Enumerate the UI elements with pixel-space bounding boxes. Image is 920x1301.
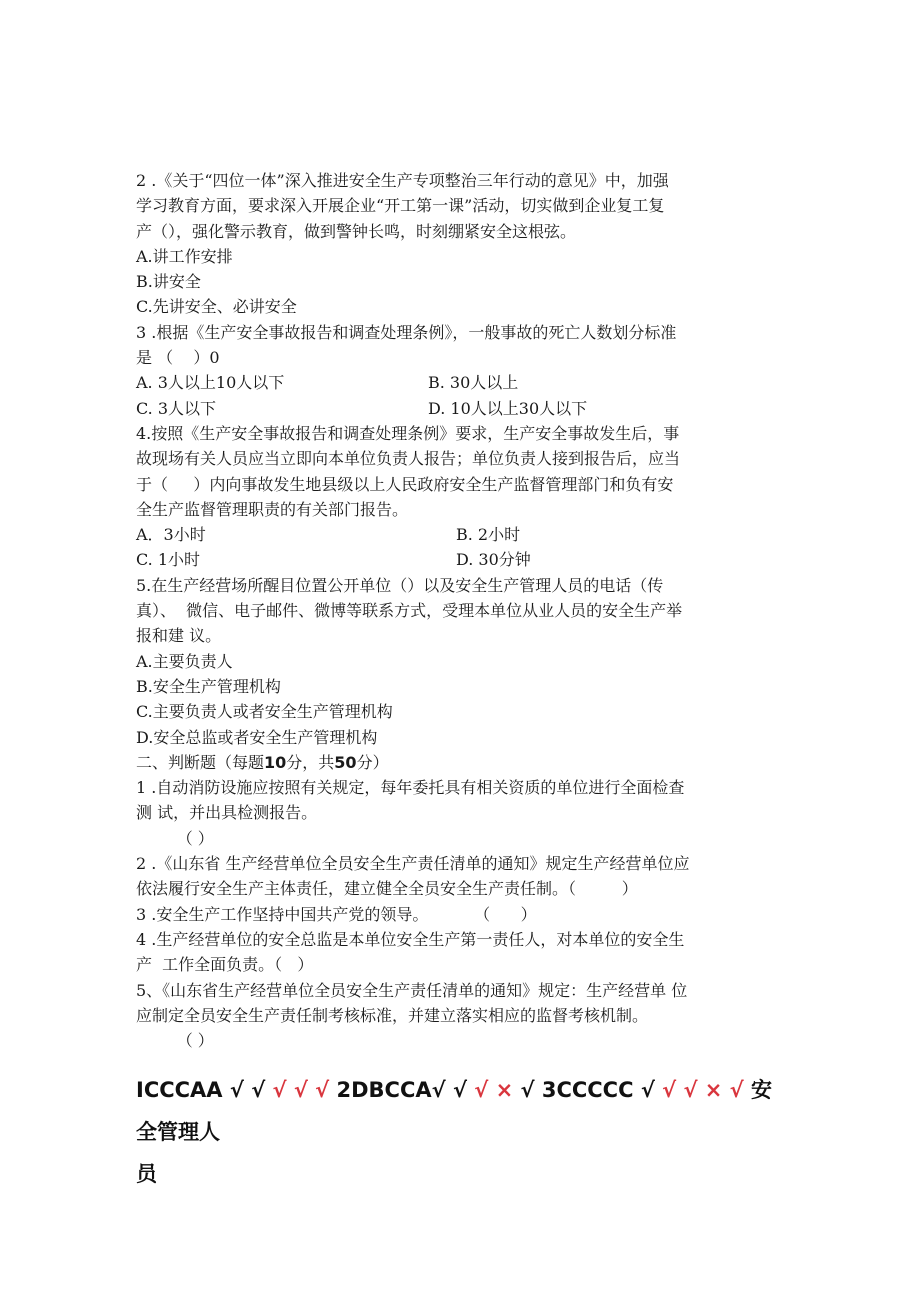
document-page	[136, 168, 786, 1195]
question-text-line: 3 .根据《生产安全事故报告和调查处理条例》，一般事故的死亡人数划分标准	[136, 322, 677, 342]
answer-group-1-marks: √ √	[229, 1078, 273, 1103]
option-c: C.主要负责人或者安全生产管理机构	[136, 702, 393, 722]
answer-group-3-marks: √	[640, 1078, 663, 1103]
question-4	[136, 421, 786, 573]
tf-question-1	[136, 775, 786, 851]
option-b: B.安全生产管理机构	[136, 676, 281, 696]
question-text-line: 3 .安全生产工作坚持中国共产党的领导。 （ ）	[136, 904, 537, 924]
question-text-line: 4.按照《生产安全事故报告和调查处理条例》要求，生产安全事故发生后，事	[136, 423, 680, 443]
question-text-line: 2 .《关于“四位一体”深入推进安全生产专项整治三年行动的意见》中，加强	[136, 171, 669, 190]
option-d: D. 10人以上30人以下	[428, 398, 588, 418]
question-text-line: 1 .自动消防设施应按照有关规定，每年委托具有相关资质的单位进行全面检查	[136, 778, 685, 798]
answer-group-2-marks-end: √	[520, 1078, 542, 1103]
answer-blank: （ ）	[136, 1031, 214, 1051]
section-total: 50	[334, 752, 357, 772]
option-c: C. 1小时	[136, 550, 201, 570]
tf-question-3	[136, 902, 786, 927]
question-text-line: 全生产监督管理职责的有关部门报告。	[136, 499, 409, 519]
option-a: A. 3人以上10人以下	[136, 373, 285, 393]
option-a: A．3小时	[136, 525, 206, 545]
question-text-line: 报和建 议。	[136, 626, 222, 646]
section-mid: 分，共	[286, 752, 335, 772]
option-d: D. 30分钟	[456, 550, 531, 570]
option-row	[136, 370, 786, 395]
option-b: B.讲安全	[136, 272, 201, 292]
option-b: B. 30人以上	[428, 373, 519, 393]
question-text-line: 5.在生产经营场所醒目位置公开单位（）以及安全生产管理人员的电话（传	[136, 575, 664, 595]
section-score: 10	[264, 752, 287, 772]
answer-blank: （ ）	[136, 828, 214, 848]
option-b: B. 2小时	[456, 525, 521, 545]
tf-question-4	[136, 927, 786, 978]
tf-question-5	[136, 978, 786, 1054]
option-a: A.主要负责人	[136, 651, 233, 671]
question-text-line: 产（），强化警示教育，做到警钟长鸣，时刻绷紧安全这根弦。	[136, 221, 577, 241]
question-text-line: 学习教育方面，要求深入开展企业“开工第一课”活动，切实做到企业复工复	[136, 196, 665, 216]
answer-group-1-letters: ICCCAA	[136, 1078, 230, 1103]
question-text-line: 测 试，并出具检测报告。	[136, 803, 318, 823]
question-3	[136, 320, 786, 421]
answer-group-2-marks-red: √ ×	[474, 1078, 521, 1103]
answer-group-3-marks-red: √ √ × √	[662, 1078, 752, 1103]
option-row	[136, 547, 786, 572]
question-text-line: 2 .《山东省 生产经营单位全员安全生产责任清单的通知》规定生产经营单位应	[136, 854, 690, 874]
option-a: A.讲工作安排	[136, 246, 233, 266]
question-text-line: 4 .生产经营单位的安全总监是本单位安全生产第一责任人，对本单位的安全生	[136, 929, 685, 949]
question-text-line: 故现场有关人员应当立即向本单位负责人报告；单位负责人接到报告后，应当	[136, 449, 681, 469]
answer-key	[136, 1069, 786, 1195]
option-d: D.安全总监或者安全生产管理机构	[136, 727, 378, 747]
answer-group-2-letters: 2DBCCA	[336, 1078, 432, 1103]
answer-group-2-marks: √ √	[431, 1078, 475, 1103]
tf-question-2	[136, 851, 786, 902]
option-c: C. 3人以下	[136, 398, 217, 418]
question-text-line: 产 工作全面负责。（ ）	[136, 955, 314, 975]
question-2	[136, 168, 786, 320]
option-row	[136, 396, 786, 421]
section-heading-true-false	[136, 750, 786, 775]
answer-tail: 安全管理人	[136, 1078, 773, 1145]
section-prefix: 二、判断题（每题	[136, 752, 265, 772]
question-text-line: 真）、 微信、电子邮件、微博等联系方式，受理本单位从业人员的安全生产举	[136, 601, 683, 621]
question-text-line: 于（ ）内向事故发生地县级以上人民政府安全生产监督管理部门和负有安	[136, 474, 674, 494]
answer-tail-end: 员	[136, 1162, 157, 1187]
section-suffix: 分）	[356, 752, 389, 772]
question-text-line: 5、《山东省生产经营单位全员安全生产责任清单的通知》规定：生产经营单 位	[136, 980, 688, 1000]
answer-group-1-marks-red: √ √ √	[272, 1078, 337, 1103]
question-text-line: 应制定全员安全生产责任制考核标准，并建立落实相应的监督考核机制。	[136, 1005, 649, 1025]
question-text-line: 是 （ ）0	[136, 348, 220, 368]
question-5	[136, 573, 786, 750]
answer-group-3-letters: 3CCCCC	[541, 1078, 641, 1103]
option-row	[136, 522, 786, 547]
option-c: C.先讲安全、必讲安全	[136, 297, 297, 317]
question-text-line: 依法履行安全生产主体责任，建立健全全员安全生产责任制。（ ）	[136, 879, 638, 899]
